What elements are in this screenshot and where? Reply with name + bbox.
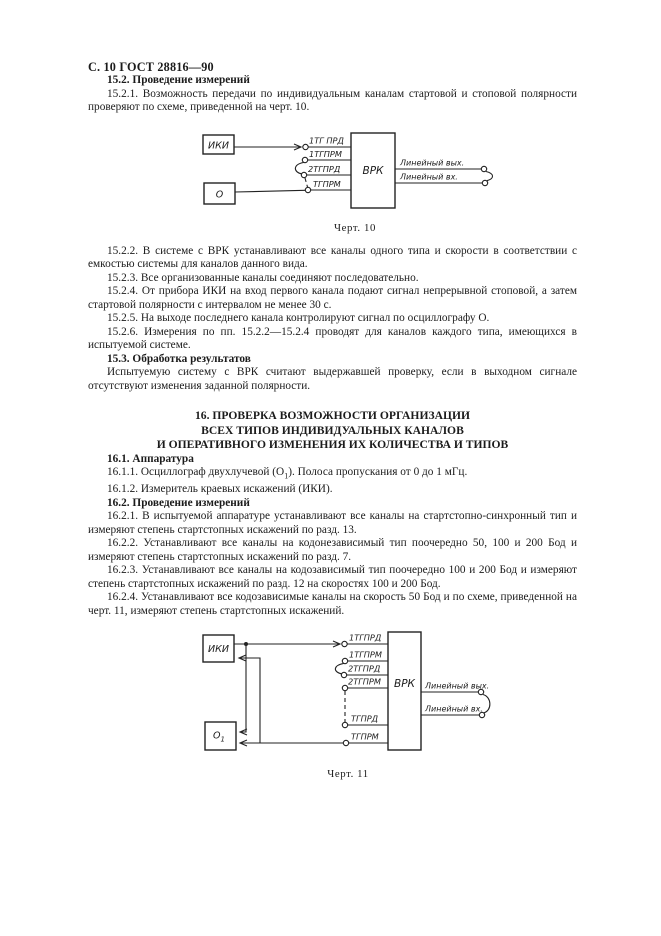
page-content — [88, 60, 577, 780]
para-16-2-2: 16.2.2. Устанавливают все каналы на кодонезависимый тип поочередно 50, 100 и 200 Бод и измеряют степень стартстопных искажений по разд. 7. — [88, 537, 577, 563]
fig11-vrk-label: ВРК — [394, 678, 415, 691]
para-16-1-1-post: ). Полоса пропускания от 0 до 1 мГц. — [288, 466, 468, 479]
page-header: С. 10 ГОСТ 28816—90 — [88, 60, 214, 74]
fig11-channel-1-label: 1ТГПРД — [349, 632, 382, 643]
para-15-2-4: 15.2.4. От прибора ИКИ на вход первого канала подают сигнал непрерывной стоповой, а затем стартовой полярности с интервалом не менее 30 с. — [88, 285, 577, 311]
section-15-3-title: 15.3. Обработка результатов — [107, 352, 251, 365]
fig10-oscilloscope-box — [204, 183, 235, 204]
figure-11-diagram — [163, 625, 503, 757]
fig10-oscilloscope-label: О — [215, 189, 224, 200]
fig11-channel-3-label: 2ТГПРД — [348, 663, 381, 674]
fig10-channel-2-label: 1ТГПРМ — [309, 148, 342, 159]
para-15-3: Испытуемую систему с ВРК считают выдержавшей проверку, если в выходном сигнале отсутствуют изменения заданной полярности. — [88, 366, 577, 392]
para-16-1-2: 16.1.2. Измеритель краевых искажений (ИКИ). — [107, 483, 333, 496]
fig10-line-in-label: Линейный вх. — [400, 172, 458, 181]
section-16-title-line-2: ВСЕХ ТИПОВ ИНДИВИДУАЛЬНЫХ КАНАЛОВ — [201, 423, 464, 437]
fig10-vrk-label: ВРК — [362, 164, 384, 177]
para-15-2-3: 15.2.3. Все организованные каналы соединяют последовательно. — [107, 271, 419, 284]
para-15-2-6: 15.2.6. Измерения по пп. 15.2.2—15.2.4 проводят для каналов каждого типа, имеющихся в испытуемой системе. — [88, 325, 577, 351]
section-16-title-line-1: 16. ПРОВЕРКА ВОЗМОЖНОСТИ ОРГАНИЗАЦИИ — [194, 409, 471, 422]
fig10-iki-box — [203, 135, 234, 154]
para-16-1-1-sub: 1 — [284, 471, 289, 481]
para-16-2-1: 16.2.1. В испытуемой аппаратуре устанавливают все каналы на стартстопно-синхронный тип и измеряют степень стартстопных искажений по разд. 13. — [88, 510, 577, 536]
fig11-channel-5-label: ТГПРД — [351, 713, 379, 724]
fig11-oscilloscope-box — [205, 722, 236, 750]
para-15-2-5: 15.2.5. На выходе последнего канала контролируют сигнал по осциллографу О. — [107, 312, 490, 324]
fig11-channel-2-label: 1ТГПРМ — [349, 649, 382, 660]
figure-11 — [88, 625, 577, 780]
fig11-channel-6-label: ТГПРМ — [351, 731, 379, 742]
para-16-1-1-pre: 16.1.1. Осциллограф двухлучевой (О — [107, 466, 285, 479]
fig11-line-out-label: Линейный вых. — [425, 681, 490, 691]
fig10-channel-4-label: ТГПРМ — [313, 178, 341, 189]
fig10-iki-label: ИКИ — [208, 140, 229, 151]
fig11-oscilloscope-label-sub: 1 — [220, 735, 225, 744]
section-16-title-line-3: И ОПЕРАТИВНОГО ИЗМЕНЕНИЯ ИХ КОЛИЧЕСТВА И ТИПОВ — [156, 438, 509, 452]
fig11-oscilloscope-label-main: О — [213, 730, 221, 742]
para-15-2-1: 15.2.1. Возможность передачи по индивидуальным каналам стартовой и стоповой полярности проверяют по схеме, приведенной на черт. 10. — [88, 87, 577, 113]
fig11-iki-box — [203, 635, 234, 662]
fig11-channel-4-label: 2ТГПРМ — [348, 676, 381, 687]
section-16-1-title: 16.1. Аппаратура — [107, 452, 194, 465]
para-16-2-3: 16.2.3. Устанавливают все каналы на кодозависимый тип поочередно 100 и 200 Бод и измеряют степень стартстопных искажений по разд. 12 на скоростях 100 и 200 Бод. — [88, 564, 577, 590]
para-16-2-4: 16.2.4. Устанавливают все кодозависимые каналы на скорость 50 Бод и по схеме, приведенной на черт. 11, измеряют степень стартстопных искажений. — [88, 591, 577, 617]
fig10-line-out-label: Линейный вых. — [400, 158, 465, 167]
figure-10-caption: Черт. 10 — [334, 221, 376, 234]
figure-10 — [88, 128, 577, 234]
fig10-vrk-box — [351, 133, 395, 208]
section-16-title — [88, 409, 577, 453]
fig11-line-in-label: Линейный вх. — [425, 704, 483, 714]
para-15-2-2: 15.2.2. В системе с ВРК устанавливают все каналы одного типа и скорости в соответствии с емкостью системы для каналов данного вида. — [88, 244, 577, 270]
figure-11-caption: Черт. 11 — [327, 768, 369, 781]
fig10-channel-3-label: 2ТГПРД — [308, 163, 341, 174]
fig11-oscilloscope-label — [213, 731, 225, 744]
fig10-channel-labels — [308, 135, 464, 189]
fig11-vrk-box — [388, 632, 421, 750]
fig10-channel-1-label: 1ТГ ПРД — [309, 135, 344, 145]
section-15-2-title: 15.2. Проведение измерений — [107, 74, 250, 86]
para-16-1-1 — [88, 466, 577, 483]
fig11-iki-label: ИКИ — [208, 644, 229, 656]
section-16-2-title: 16.2. Проведение измерений — [107, 496, 250, 509]
figure-10-diagram — [163, 128, 503, 213]
